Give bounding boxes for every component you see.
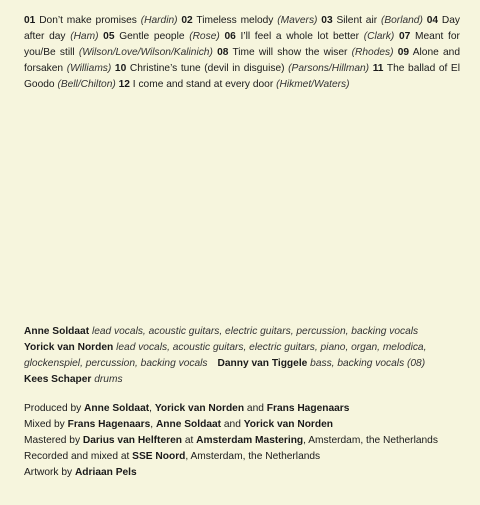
personnel-item: Anne Soldaat lead vocals, acoustic guitars, electric guitars, percussion, backing vocals — [24, 326, 419, 337]
credit-mixed: Mixed by Frans Hagenaars, Anne Soldaat and Yorick van Norden — [24, 419, 333, 430]
credit-produced: Produced by Anne Soldaat, Yorick van Norden and Frans Hagenaars — [24, 403, 350, 414]
track-item: 01 Don’t make promises (Hardin) — [24, 15, 178, 26]
personnel-list — [24, 324, 460, 388]
credit-artwork: Artwork by Adriaan Pels — [24, 467, 137, 478]
track-item: 11 The ballad of El Goodo (Bell/Chilton) — [24, 63, 460, 90]
production-credits — [24, 401, 460, 481]
track-item: 02 Timeless melody (Mavers) — [181, 15, 318, 26]
track-item: 12 I come and stand at every door (Hikmet/Waters) — [118, 79, 350, 90]
track-item: 07 Meant for you/Be still (Wilson/Love/Wilson/Kalinich) — [24, 31, 460, 58]
track-item: 08 Time will show the wiser (Rhodes) — [217, 47, 394, 58]
credit-recorded: Recorded and mixed at SSE Noord, Amsterdam, the Netherlands — [24, 451, 321, 462]
track-item: 10 Christine’s tune (devil in disguise) (Parsons/Hillman) — [114, 63, 370, 74]
track-item: 06 I’ll feel a whole lot better (Clark) — [224, 31, 395, 42]
credit-mastered: Mastered by Darius van Helfteren at Amsterdam Mastering, Amsterdam, the Netherlands — [24, 435, 438, 446]
track-item: 05 Gentle people (Rose) — [103, 31, 220, 42]
personnel-item: Yorick van Norden lead vocals, acoustic guitars, electric guitars, piano, organ, melodica, glockenspiel, percussion, backing vocals Danny van Tiggele bass, backing vocals (08) — [24, 342, 427, 369]
track-item: 04 Day after day (Ham) — [24, 15, 461, 42]
personnel-item: Kees Schaper drums — [24, 374, 123, 385]
track-item: 09 Alone and forsaken (Williams) — [24, 47, 461, 74]
tracklist — [24, 13, 460, 93]
track-item: 03 Silent air (Borland) — [321, 15, 423, 26]
